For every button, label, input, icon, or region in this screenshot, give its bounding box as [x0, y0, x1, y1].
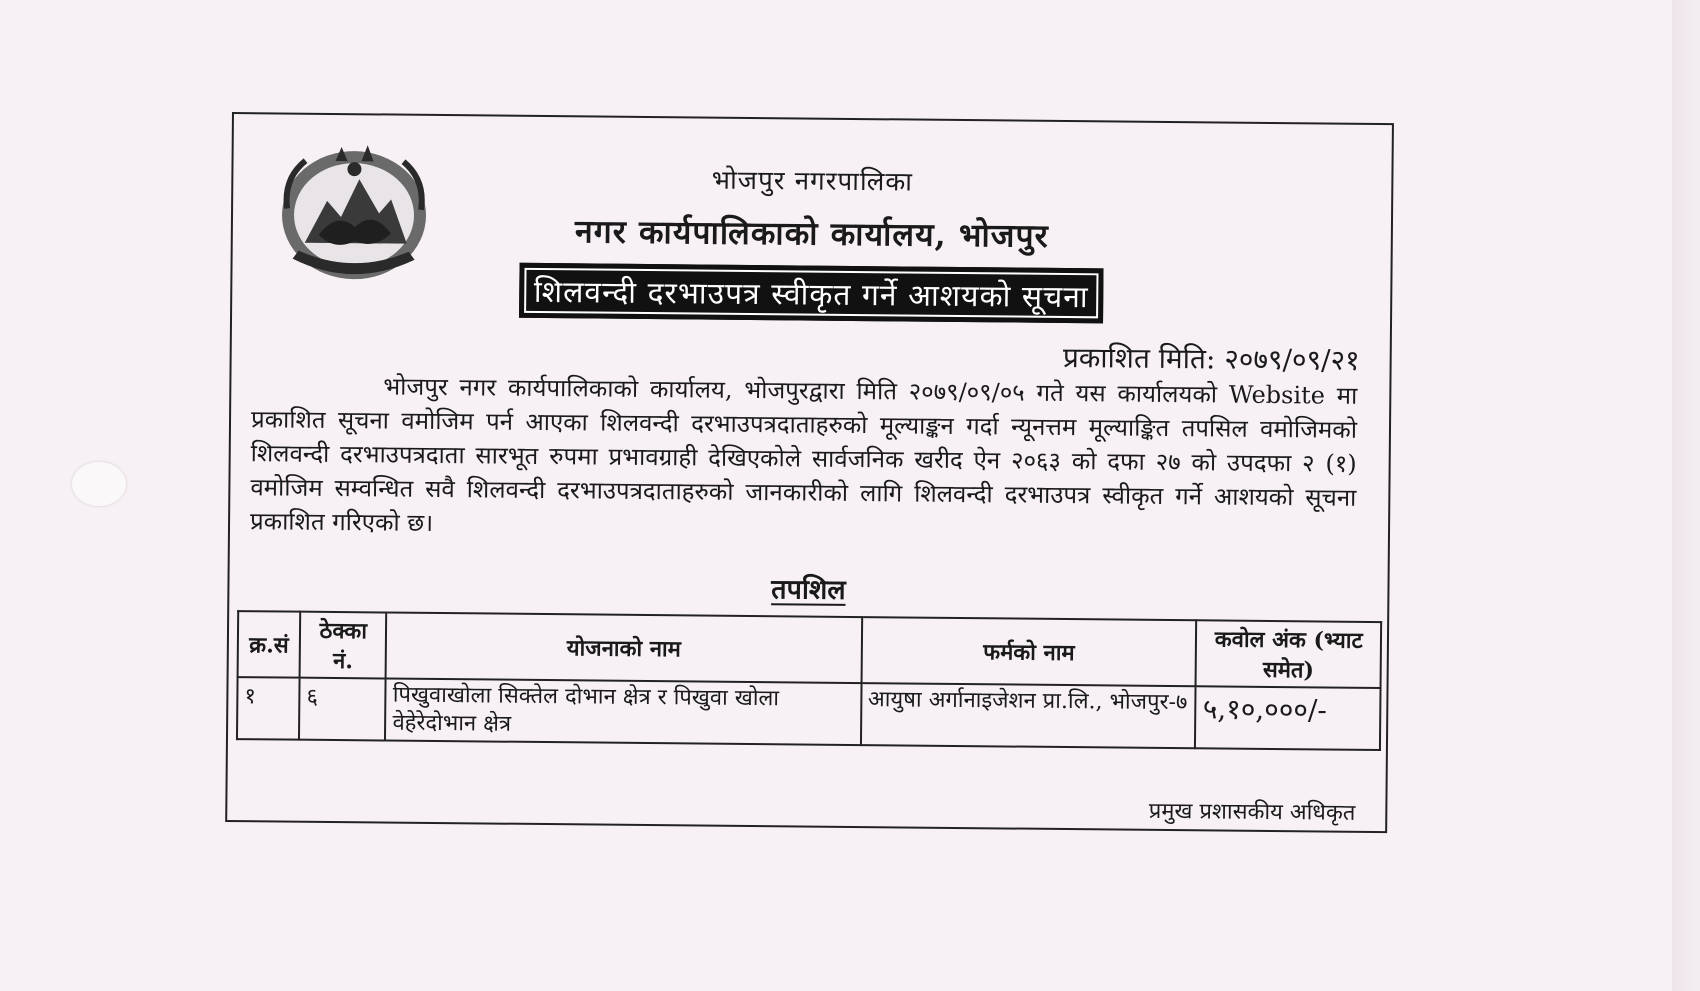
punch-hole [72, 462, 126, 506]
header-firm: फर्मको नाम [861, 617, 1196, 686]
cell-firm: आयुषा अर्गानाइजेशन प्रा.लि., भोजपुर-७ [861, 683, 1196, 748]
published-label: प्रकाशित मिति: [1062, 340, 1216, 376]
header-contract: ठेक्का नं. [300, 612, 387, 679]
schedule-title: तपशिल [771, 574, 846, 606]
schedule-table [236, 610, 1382, 751]
cell-amount: ५,१०,०००/- [1195, 686, 1380, 750]
cell-sn: १ [237, 677, 300, 740]
published-date: २०७९/०९/२१ [1224, 342, 1360, 377]
cell-contract: ६ [299, 678, 386, 741]
notice-body: भोजपुर नगर कार्यपालिकाको कार्यालय, भोजपुरद्वारा मिति २०७९/०९/०५ गते यस कार्यालयको Website मा प्रकाशित सूचना वमोजिम पर्न आएका शिलवन्दी दरभाउपत्रदाताहरुको मूल्याङ्कन गर्दा न्यूनत्तम मूल्याङ्कित तपसिल वमोजिमको शिलवन्दी दरभाउपत्रदाता सारभूत रुपमा प्रभावग्राही देखिएकोले सार्वजनिक खरीद ऐन २०६३ को दफा २७ को उपदफा २ (१) वमोजिम सम्वन्धित सवै शिलवन्दी दरभाउपत्रदाताहरुको जानकारीको लागि शिलवन्दी दरभाउपत्र स्वीकृत गर्ने आशयको सूचना प्रकाशित गरिएको छ। [249, 372, 1358, 537]
notice-headline: शिलवन्दी दरभाउपत्र स्वीकृत गर्ने आशयको सूचना [519, 263, 1104, 324]
office-name: नगर कार्यपालिकाको कार्यालय, भोजपुर [574, 212, 1049, 255]
municipality-name: भोजपुर नगरपालिका [711, 165, 914, 198]
published-date-line [1063, 338, 1360, 379]
table-header-row [238, 611, 1382, 688]
header-project: योजनाको नाम [386, 613, 862, 684]
header-amount: कवोल अंक (भ्याट समेत) [1196, 620, 1381, 688]
schedule-title-wrap [229, 564, 1387, 612]
cell-project: पिखुवाखोला सिक्तेल दोभान क्षेत्र र पिखुवा खोला वेहेरेदोभान क्षेत्र [385, 679, 861, 746]
notice-box [225, 112, 1394, 833]
signature-title: प्रमुख प्रशासकीय अधिकृत [1148, 798, 1356, 826]
scan-edge [1672, 0, 1700, 991]
table-row [237, 677, 1381, 750]
header-sn: क्र.सं [238, 611, 301, 678]
headline-wrap [232, 260, 1390, 326]
